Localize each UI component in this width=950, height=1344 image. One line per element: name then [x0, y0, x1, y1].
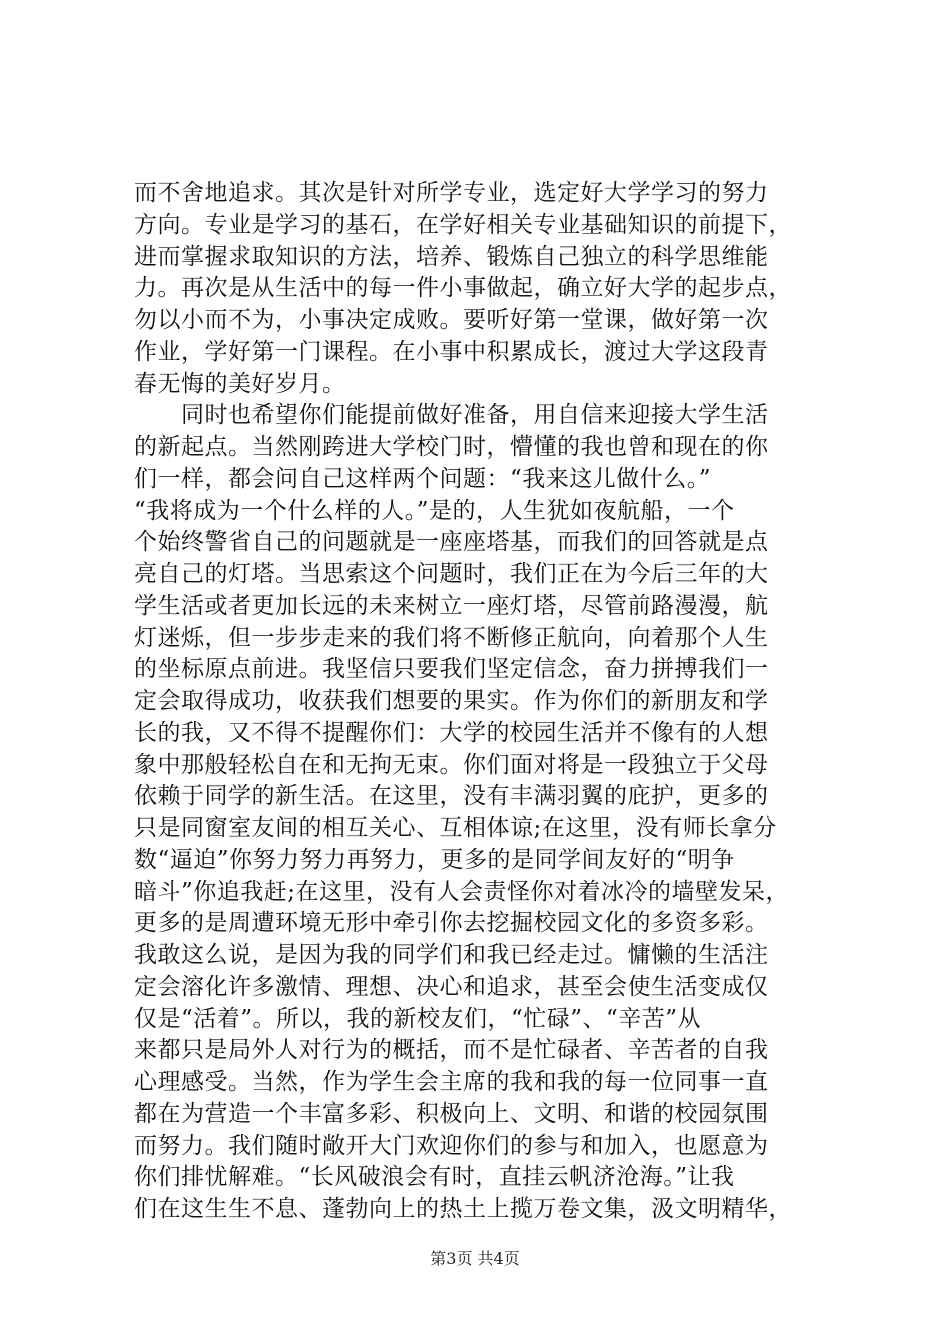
text-line: 暗斗”你追我赶;在这里，没有人会责怪你对着冰冷的墙壁发呆，	[134, 878, 790, 905]
text-line: 而努力。我们随时敞开大门欢迎你们的参与和加入，也愿意为	[134, 1132, 769, 1159]
text-line: 灯迷烁，但一步步走来的我们将不断修正航向，向着那个人生	[134, 624, 769, 651]
text-line: 个始终警省自己的问题就是一座座塔基，而我们的回答就是点	[134, 529, 769, 556]
text-line: 力。再次是从生活中的每一件小事做起，确立好大学的起步点，	[134, 275, 792, 302]
text-line: “我将成为一个什么样的人。”是的，人生犹如夜航船，一个	[134, 497, 735, 524]
text-line: 仅是“活着”。所以，我的新校友们，“忙碌”、“辛苦”从	[134, 1005, 702, 1032]
text-line: 方向。专业是学习的基石，在学好相关专业基础知识的前提下，	[134, 211, 792, 238]
text-line: 们一样，都会问自己这样两个问题：“我来这儿做什么。”	[134, 465, 712, 492]
text-line: 依赖于同学的新生活。在这里，没有丰满羽翼的庇护，更多的	[134, 783, 769, 810]
text-line: 你们排忧解难。“长风破浪会有时，直挂云帆济沧海。”让我	[134, 1164, 735, 1191]
text-line: 定会溶化许多激情、理想、决心和追求，甚至会使生活变成仅	[134, 973, 769, 1000]
text-line: 定会取得成功，收获我们想要的果实。作为你们的新朋友和学	[134, 688, 769, 714]
text-line: 我敢这么说，是因为我的同学们和我已经走过。慵懒的生活注	[134, 942, 769, 968]
text-line: 春无悔的美好岁月。	[134, 370, 346, 397]
text-line: 来都只是局外人对行为的概括，而不是忙碌者、辛苦者的自我	[134, 1037, 769, 1064]
text-line: 勿以小而不为，小事决定成败。要听好第一堂课，做好第一次	[134, 307, 769, 333]
body-text	[134, 178, 834, 1226]
text-line: 学生活或者更加长远的未来树立一座灯塔，尽管前路漫漫，航	[134, 592, 769, 619]
text-line: 都在为营造一个丰富多彩、积极向上、文明、和谐的校园氛围	[134, 1100, 769, 1127]
text-line: 长的我，又不得不提醒你们：大学的校园生活并不像有的人想	[134, 719, 769, 746]
text-line: 同时也希望你们能提前做好准备，用自信来迎接大学生活	[134, 402, 769, 429]
text-line: 更多的是周遭环境无形中牵引你去挖掘校园文化的多资多彩。	[134, 910, 769, 937]
text-line: 数“逼迫”你努力努力再努力，更多的是同学间友好的“明争	[134, 846, 735, 873]
text-line: 而不舍地追求。其次是针对所学专业，选定好大学学习的努力	[134, 180, 769, 206]
text-line: 的新起点。当然刚跨进大学校门时，懵懂的我也曾和现在的你	[134, 434, 769, 460]
text-line: 象中那般轻松自在和无拘无束。你们面对将是一段独立于父母	[134, 751, 769, 778]
text-line: 作业，学好第一门课程。在小事中积累成长，渡过大学这段青	[134, 338, 769, 365]
text-line: 进而掌握求取知识的方法，培养、锻炼自己独立的科学思维能	[134, 243, 769, 270]
page-number-label: 第3页 共4页	[430, 1249, 520, 1268]
text-line: 亮自己的灯塔。当思索这个问题时，我们正在为今后三年的大	[134, 561, 769, 587]
text-line: 们在这生生不息、蓬勃向上的热土上揽万卷文集，汲文明精华，	[134, 1196, 792, 1222]
text-line: 的坐标原点前进。我坚信只要我们坚定信念，奋力拼搏我们一	[134, 656, 769, 683]
text-line: 只是同窗室友间的相互关心、互相体谅;在这里，没有师长拿分	[134, 815, 777, 841]
text-line: 心理感受。当然，作为学生会主席的我和我的每一位同事一直	[134, 1069, 769, 1095]
page-footer	[0, 1249, 950, 1269]
